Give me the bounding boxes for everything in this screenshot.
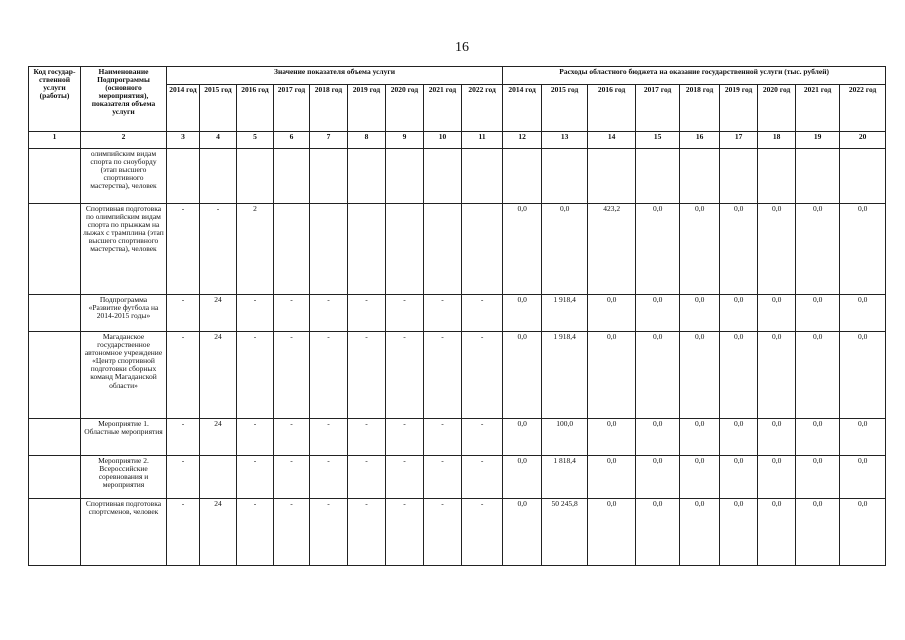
table-row — [29, 499, 886, 566]
expense-cell — [758, 149, 796, 204]
volume-cell: - — [310, 499, 348, 566]
volume-cell — [200, 456, 237, 499]
expense-cell — [680, 149, 720, 204]
volume-cell — [274, 204, 310, 295]
volume-cell: - — [310, 456, 348, 499]
volume-cell: - — [386, 499, 424, 566]
header-year-expense-2: 2016 год — [588, 85, 636, 132]
expense-cell: 0,0 — [840, 419, 886, 456]
header-year-expense-3: 2017 год — [636, 85, 680, 132]
volume-cell: - — [274, 456, 310, 499]
volume-cell — [348, 149, 386, 204]
volume-cell: - — [462, 295, 503, 332]
expense-cell: 0,0 — [588, 419, 636, 456]
expense-cell — [720, 149, 758, 204]
indicator-name-cell: Мероприятие 2. Всероссийские соревнования и мероприятия — [81, 456, 167, 499]
header-year-volume-8: 2022 год — [462, 85, 503, 132]
table-row — [29, 456, 886, 499]
header-volume-group: Значение показателя объема услуги — [167, 67, 503, 85]
volume-cell — [348, 204, 386, 295]
expense-cell: 1 918,4 — [542, 332, 588, 419]
expense-cell: 0,0 — [588, 332, 636, 419]
expense-cell: 0,0 — [720, 204, 758, 295]
expense-cell: 0,0 — [503, 499, 542, 566]
expense-cell: 0,0 — [758, 419, 796, 456]
expense-cell: 50 245,8 — [542, 499, 588, 566]
volume-cell: - — [200, 204, 237, 295]
column-number: 19 — [796, 132, 840, 149]
header-expenses-group: Расходы областного бюджета на оказание государственной услуги (тыс. рублей) — [503, 67, 886, 85]
expense-cell: 0,0 — [720, 456, 758, 499]
volume-cell: - — [237, 456, 274, 499]
header-year-expense-7: 2021 год — [796, 85, 840, 132]
expense-cell: 0,0 — [503, 295, 542, 332]
expense-cell: 0,0 — [588, 295, 636, 332]
volume-cell: 24 — [200, 499, 237, 566]
expense-cell: 0,0 — [720, 419, 758, 456]
column-number: 14 — [588, 132, 636, 149]
expense-cell: 0,0 — [758, 499, 796, 566]
table-row — [29, 204, 886, 295]
volume-cell — [310, 204, 348, 295]
header-year-expense-0: 2014 год — [503, 85, 542, 132]
column-number: 9 — [386, 132, 424, 149]
expense-cell: 0,0 — [636, 456, 680, 499]
expense-cell: 100,0 — [542, 419, 588, 456]
expense-cell: 0,0 — [680, 295, 720, 332]
indicator-name-cell: Магаданское государственное автономное учреждение «Центр спортивной подготовки сборных команд Магаданской области» — [81, 332, 167, 419]
expense-cell: 0,0 — [840, 456, 886, 499]
volume-cell: - — [310, 419, 348, 456]
expense-cell: 0,0 — [840, 204, 886, 295]
column-number: 3 — [167, 132, 200, 149]
expense-cell: 0,0 — [588, 499, 636, 566]
header-year-expense-6: 2020 год — [758, 85, 796, 132]
header-year-expense-4: 2018 год — [680, 85, 720, 132]
table-row — [29, 295, 886, 332]
volume-cell: - — [310, 295, 348, 332]
volume-cell — [424, 204, 462, 295]
column-number: 7 — [310, 132, 348, 149]
volume-cell: - — [424, 499, 462, 566]
volume-cell: - — [167, 204, 200, 295]
indicator-name-cell: Мероприятие 1. Областные мероприятия — [81, 419, 167, 456]
budget-table — [28, 66, 886, 566]
column-number: 12 — [503, 132, 542, 149]
expense-cell: 0,0 — [840, 332, 886, 419]
expense-cell: 423,2 — [588, 204, 636, 295]
expense-cell: 0,0 — [503, 419, 542, 456]
expense-cell — [588, 149, 636, 204]
volume-cell — [386, 149, 424, 204]
volume-cell: - — [274, 419, 310, 456]
column-number: 2 — [81, 132, 167, 149]
volume-cell: - — [167, 419, 200, 456]
column-number: 13 — [542, 132, 588, 149]
volume-cell: - — [167, 332, 200, 419]
volume-cell: - — [462, 332, 503, 419]
column-number: 8 — [348, 132, 386, 149]
expense-cell: 0,0 — [758, 295, 796, 332]
header-year-expense-1: 2015 год — [542, 85, 588, 132]
volume-cell: - — [274, 332, 310, 419]
expense-cell: 0,0 — [680, 456, 720, 499]
volume-cell: - — [386, 332, 424, 419]
volume-cell: 24 — [200, 419, 237, 456]
volume-cell — [310, 149, 348, 204]
expense-cell: 0,0 — [503, 204, 542, 295]
table-row — [29, 149, 886, 204]
volume-cell: - — [237, 419, 274, 456]
column-number: 11 — [462, 132, 503, 149]
volume-cell: - — [424, 295, 462, 332]
expense-cell: 0,0 — [720, 332, 758, 419]
expense-cell: 0,0 — [758, 456, 796, 499]
header-year-volume-2: 2016 год — [237, 85, 274, 132]
table-row — [29, 419, 886, 456]
expense-cell: 0,0 — [680, 499, 720, 566]
expense-cell: 0,0 — [636, 419, 680, 456]
indicator-name-cell: Подпрограмма «Развитие футбола на 2014-2015 годы» — [81, 295, 167, 332]
volume-cell: - — [310, 332, 348, 419]
expense-cell: 0,0 — [796, 204, 840, 295]
expense-cell: 0,0 — [720, 499, 758, 566]
volume-cell: - — [348, 332, 386, 419]
indicator-name-cell: Спортивная подготовка спортсменов, человек — [81, 499, 167, 566]
expense-cell — [840, 149, 886, 204]
expense-cell: 0,0 — [720, 295, 758, 332]
expense-cell: 0,0 — [636, 295, 680, 332]
expense-cell: 0,0 — [758, 332, 796, 419]
header-year-volume-1: 2015 год — [200, 85, 237, 132]
column-numbers-row — [29, 132, 886, 149]
volume-cell: - — [348, 419, 386, 456]
volume-cell: - — [462, 499, 503, 566]
header-name: Наименование Подпрограммы (основного мероприятия), показателя объема услуги — [81, 67, 167, 132]
volume-cell: - — [424, 332, 462, 419]
column-number: 1 — [29, 132, 81, 149]
expense-cell: 0,0 — [636, 332, 680, 419]
expense-cell: 0,0 — [542, 204, 588, 295]
expense-cell: 0,0 — [503, 332, 542, 419]
code-cell — [29, 149, 81, 204]
volume-cell — [237, 149, 274, 204]
volume-cell: - — [386, 295, 424, 332]
volume-cell — [462, 204, 503, 295]
expense-cell: 0,0 — [796, 332, 840, 419]
expense-cell: 0,0 — [840, 295, 886, 332]
header-year-volume-5: 2019 год — [348, 85, 386, 132]
expense-cell — [503, 149, 542, 204]
page-number: 16 — [455, 40, 469, 55]
expense-cell: 1 818,4 — [542, 456, 588, 499]
volume-cell: 24 — [200, 332, 237, 419]
code-cell — [29, 204, 81, 295]
volume-cell: - — [237, 332, 274, 419]
column-number: 20 — [840, 132, 886, 149]
expense-cell: 0,0 — [680, 204, 720, 295]
expense-cell: 0,0 — [796, 456, 840, 499]
expense-cell: 0,0 — [796, 419, 840, 456]
volume-cell: - — [167, 295, 200, 332]
volume-cell: 24 — [200, 295, 237, 332]
expense-cell: 0,0 — [796, 295, 840, 332]
header-year-volume-3: 2017 год — [274, 85, 310, 132]
volume-cell: - — [167, 456, 200, 499]
column-number: 4 — [200, 132, 237, 149]
code-cell — [29, 419, 81, 456]
expense-cell — [796, 149, 840, 204]
header-year-volume-4: 2018 год — [310, 85, 348, 132]
column-number: 15 — [636, 132, 680, 149]
volume-cell: - — [462, 419, 503, 456]
volume-cell: - — [462, 456, 503, 499]
table-row — [29, 332, 886, 419]
volume-cell: - — [386, 419, 424, 456]
volume-cell: - — [167, 499, 200, 566]
header-year-volume-7: 2021 год — [424, 85, 462, 132]
header-year-expense-8: 2022 год — [840, 85, 886, 132]
expense-cell: 0,0 — [680, 332, 720, 419]
volume-cell — [462, 149, 503, 204]
expense-cell: 0,0 — [636, 499, 680, 566]
expense-cell: 0,0 — [503, 456, 542, 499]
expense-cell — [636, 149, 680, 204]
column-number: 5 — [237, 132, 274, 149]
expense-cell: 0,0 — [840, 499, 886, 566]
expense-cell — [542, 149, 588, 204]
header-year-expense-5: 2019 год — [720, 85, 758, 132]
code-cell — [29, 456, 81, 499]
code-cell — [29, 332, 81, 419]
volume-cell: 2 — [237, 204, 274, 295]
column-number: 18 — [758, 132, 796, 149]
volume-cell: - — [348, 295, 386, 332]
volume-cell — [274, 149, 310, 204]
indicator-name-cell: Спортивная подготовка по олимпийским видам спорта по прыжкам на лыжах с трамплина (этап высшего спортивного мастерства), человек — [81, 204, 167, 295]
volume-cell: - — [348, 456, 386, 499]
code-cell — [29, 499, 81, 566]
header-year-volume-0: 2014 год — [167, 85, 200, 132]
expense-cell: 0,0 — [796, 499, 840, 566]
expense-cell: 0,0 — [588, 456, 636, 499]
volume-cell: - — [237, 295, 274, 332]
column-number: 17 — [720, 132, 758, 149]
volume-cell: - — [348, 499, 386, 566]
volume-cell: - — [237, 499, 274, 566]
header-code: Код государ-ственной услуги (работы) — [29, 67, 81, 132]
volume-cell: - — [386, 456, 424, 499]
code-cell — [29, 295, 81, 332]
expense-cell: 0,0 — [758, 204, 796, 295]
expense-cell: 0,0 — [636, 204, 680, 295]
volume-cell: - — [424, 456, 462, 499]
indicator-name-cell: олимпийским видам спорта по сноуборду (этап высшего спортивного мастерства), человек — [81, 149, 167, 204]
volume-cell — [386, 204, 424, 295]
expense-cell: 0,0 — [680, 419, 720, 456]
volume-cell — [200, 149, 237, 204]
volume-cell: - — [274, 499, 310, 566]
column-number: 10 — [424, 132, 462, 149]
volume-cell: - — [274, 295, 310, 332]
expense-cell: 1 918,4 — [542, 295, 588, 332]
volume-cell — [424, 149, 462, 204]
column-number: 16 — [680, 132, 720, 149]
volume-cell — [167, 149, 200, 204]
column-number: 6 — [274, 132, 310, 149]
volume-cell: - — [424, 419, 462, 456]
header-year-volume-6: 2020 год — [386, 85, 424, 132]
